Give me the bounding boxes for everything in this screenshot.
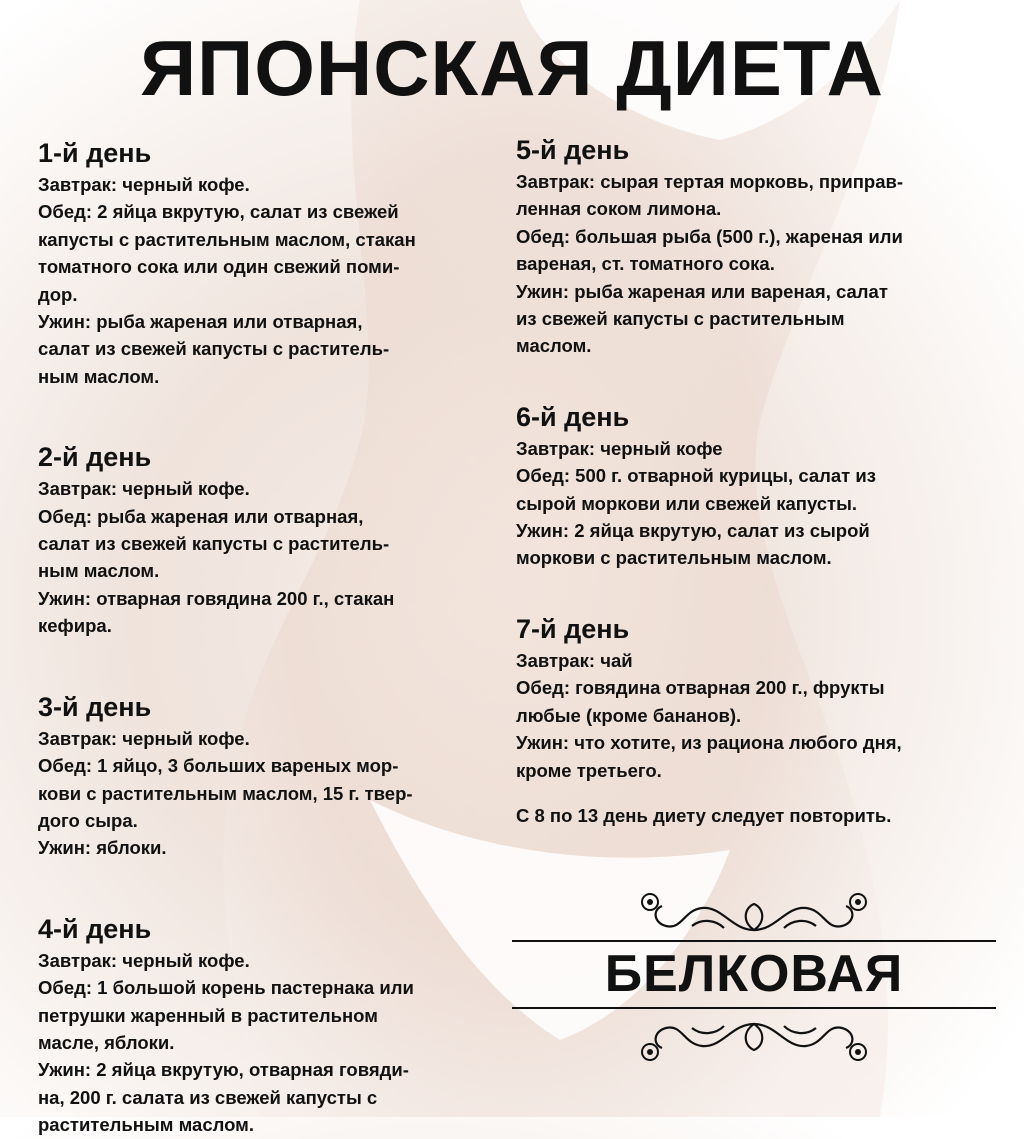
menu-line: салат из свежей капусты с раститель- [38, 533, 390, 555]
day-section [38, 442, 498, 639]
menu-line: ным маслом. [38, 365, 160, 387]
menu-line: Завтрак: черный кофе. [38, 174, 250, 195]
ornament-icon [632, 1012, 876, 1068]
menu-line: любые (кроме бананов). [516, 704, 742, 726]
day-title: 6-й день [516, 401, 630, 432]
left-column [38, 138, 498, 1139]
menu-line: Обед: большая рыба (500 г.), жареная или [516, 225, 903, 247]
day-section [38, 138, 498, 390]
menu-line: моркови с растительным маслом. [516, 547, 832, 569]
menu-line: Ужин: 2 яйца вкрутую, отварная говяди- [38, 1059, 409, 1081]
menu-line: на, 200 г. салата из свежей капусты с [38, 1086, 378, 1108]
menu-line: Завтрак: чай [516, 649, 633, 671]
menu-line: Обед: 2 яйца вкрутую, салат из свежей [38, 201, 399, 223]
menu-line: ленная соком лимона. [516, 198, 722, 220]
day-title: 5-й день [516, 135, 630, 165]
day-section [516, 402, 996, 572]
menu-line: петрушки жаренный в растительном [38, 1004, 378, 1026]
menu-line: кови с растительным маслом, 15 г. твер- [38, 782, 413, 804]
menu-line: салат из свежей капусты с раститель- [38, 338, 390, 360]
menu-line: Завтрак: сырая тертая морковь, приправ- [516, 171, 904, 192]
menu-line: ным маслом. [38, 560, 160, 582]
menu-line: Завтрак: черный кофе. [38, 727, 250, 749]
day-section [38, 692, 498, 862]
menu-line: дого сыра. [38, 809, 138, 831]
menu-line: Ужин: 2 яйца вкрутую, салат из сырой [516, 520, 870, 542]
menu-line: Обед: 1 большой корень пастернака или [38, 977, 414, 999]
menu-line: томатного сока или один свежий поми- [38, 256, 400, 278]
menu-line: из свежей капусты с растительным [516, 308, 845, 330]
menu-line: Обед: 500 г. отварной курицы, салат из [516, 465, 876, 487]
menu-line: кроме третьего. [516, 759, 662, 781]
menu-line: Обед: 1 яйцо, 3 больших вареных мор- [38, 755, 399, 777]
menu-line: Ужин: рыба жареная или вареная, салат [516, 280, 888, 302]
day-title: 3-й день [38, 691, 152, 722]
day-title: 4-й день [38, 913, 152, 944]
menu-line: Обед: рыба жареная или отварная, [38, 505, 364, 527]
day-title: 7-й день [516, 613, 630, 644]
right-column [516, 135, 996, 829]
menu-line: растительным маслом. [38, 1114, 254, 1136]
diet-type-badge [512, 880, 996, 1070]
menu-line: Завтрак: черный кофе [516, 437, 723, 459]
menu-line: вареная, ст. томатного сока. [516, 253, 775, 275]
menu-line: Ужин: яблоки. [38, 837, 167, 859]
ornament-icon [632, 886, 876, 942]
menu-line: Обед: говядина отварная 200 г., фрукты [516, 677, 885, 699]
page-title: ЯПОНСКАЯ ДИЕТА [140, 24, 884, 112]
menu-line: Ужин: отварная говядина 200 г., стакан [38, 587, 395, 609]
menu-line: маслом. [516, 335, 592, 357]
menu-line: масле, яблоки. [38, 1031, 175, 1053]
menu-line: Завтрак: черный кофе. [38, 478, 250, 500]
day-section [516, 614, 996, 784]
menu-line: сырой моркови или свежей капусты. [516, 492, 858, 514]
menu-line: Ужин: рыба жареная или отварная, [38, 311, 363, 333]
day-section [516, 135, 996, 360]
repeat-note: С 8 по 13 день диету следует повторить. [516, 804, 892, 826]
badge-divider [512, 940, 996, 942]
badge-label: БЕЛКОВАЯ [604, 945, 904, 1003]
menu-line: Завтрак: черный кофе. [38, 949, 250, 971]
day-title: 2-й день [38, 442, 152, 473]
day-title: 1-й день [38, 138, 152, 168]
menu-line: дор. [38, 283, 78, 305]
menu-line: капусты с растительным маслом, стакан [38, 228, 416, 250]
menu-line: Ужин: что хотите, из рациона любого дня, [516, 732, 902, 754]
day-section [38, 914, 498, 1139]
menu-line: кефира. [38, 615, 112, 637]
badge-divider [512, 1007, 996, 1009]
